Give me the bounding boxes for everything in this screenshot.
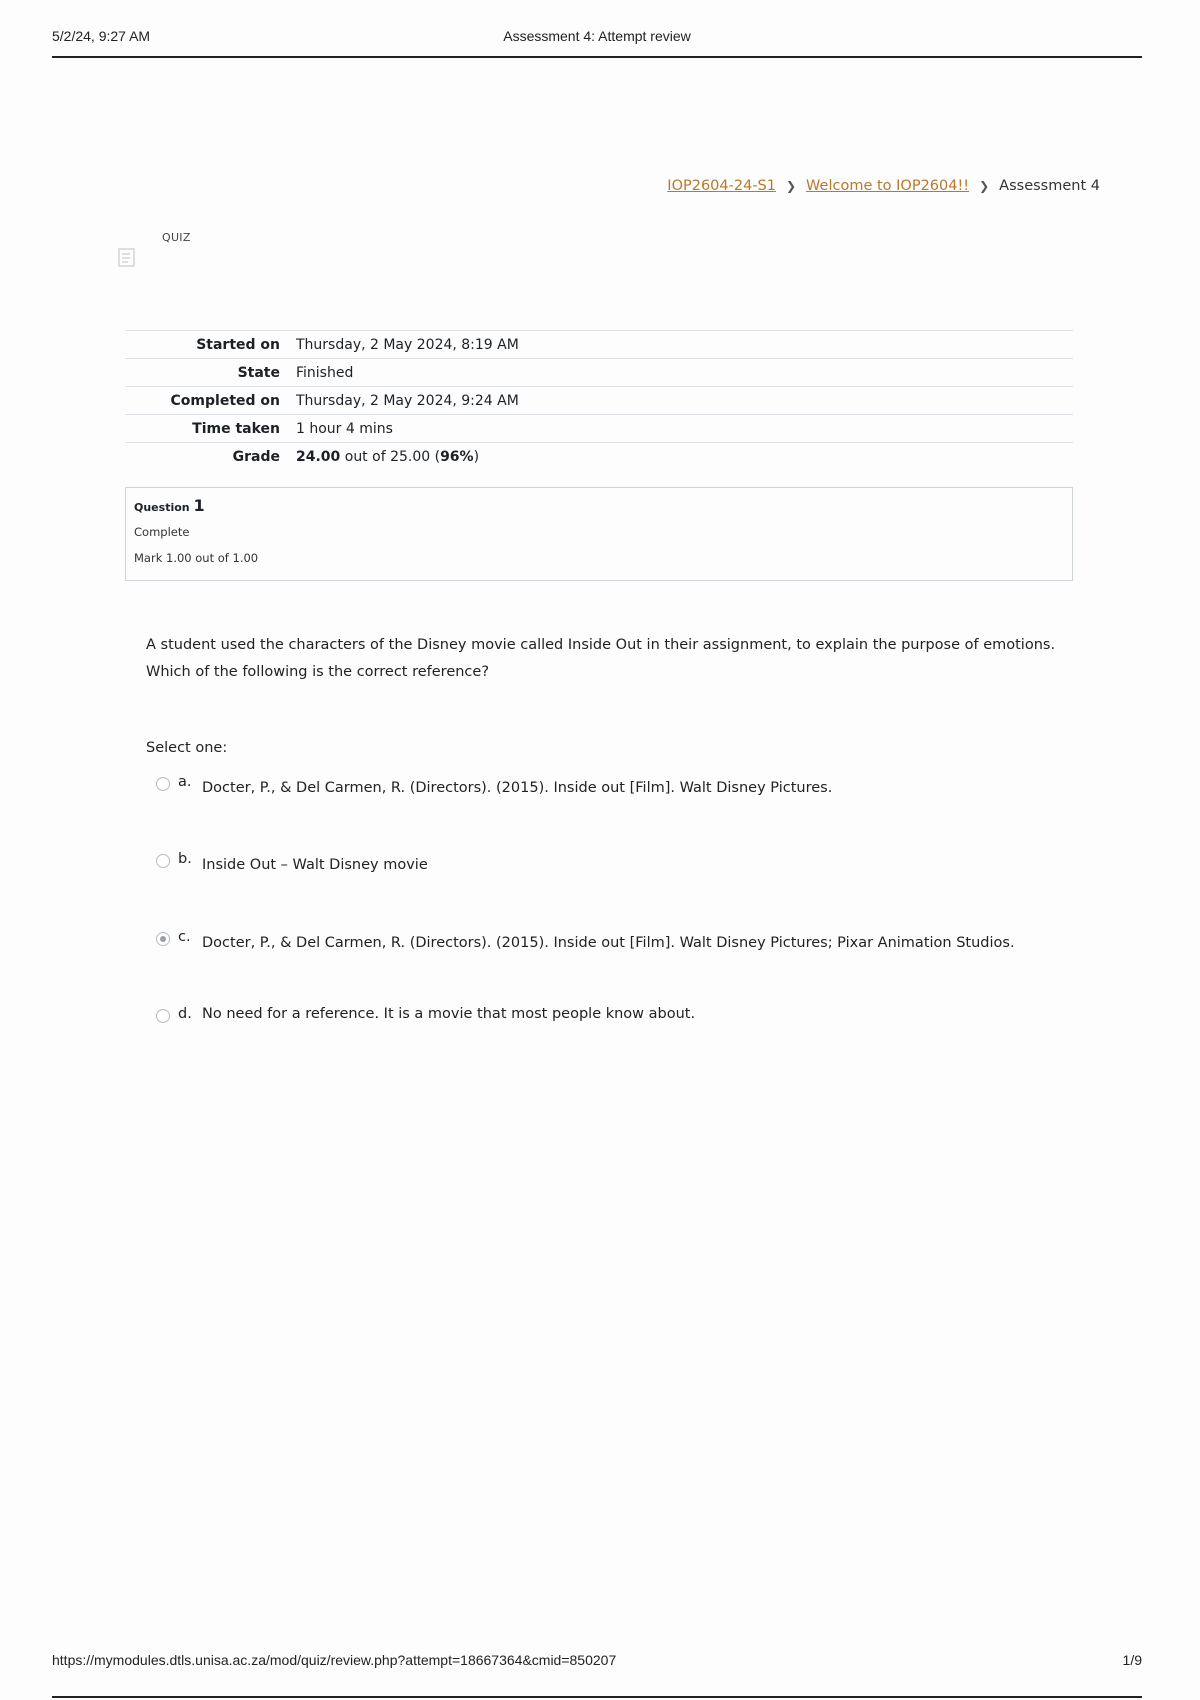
grade-value	[288, 443, 1073, 471]
answer-text: Docter, P., & Del Carmen, R. (Directors). (2015). Inside out [Film]. Walt Disney Pictures.	[202, 780, 833, 796]
answer-option-a[interactable]	[156, 774, 832, 796]
breadcrumb-link-course[interactable]: IOP2604-24-S1	[667, 178, 776, 194]
grade-out-of: out of 25.00 (	[340, 448, 441, 465]
started-label: Started on	[125, 331, 288, 359]
question-mark: Mark 1.00 out of 1.00	[134, 551, 259, 565]
answer-text: Docter, P., & Del Carmen, R. (Directors). (2015). Inside out [Film]. Walt Disney Pictures; Pixar Animation Studios.	[202, 935, 1015, 951]
radio-button[interactable]	[156, 777, 170, 791]
activity-type-label: QUIZ	[162, 231, 191, 244]
radio-button[interactable]	[156, 1009, 170, 1023]
answer-option-d[interactable]	[156, 1006, 695, 1023]
time-taken-value: 1 hour 4 mins	[288, 415, 1073, 443]
grade-percent: 96%	[440, 448, 474, 465]
summary-row-state	[125, 359, 1073, 387]
time-taken-label: Time taken	[125, 415, 288, 443]
grade-score: 24.00	[296, 448, 341, 465]
answer-text: No need for a reference. It is a movie that most people know about.	[202, 1006, 696, 1022]
print-page-title: Assessment 4: Attempt review	[503, 28, 691, 44]
answer-option-c[interactable]	[156, 929, 1015, 951]
state-label: State	[125, 359, 288, 387]
answer-letter: c.	[178, 929, 191, 945]
answer-letter: a.	[178, 774, 192, 790]
print-page-number: 1/9	[1122, 1652, 1142, 1668]
answer-option-b[interactable]	[156, 851, 428, 873]
chevron-right-icon: ❯	[785, 179, 797, 193]
quiz-icon	[118, 248, 138, 268]
grade-label: Grade	[125, 443, 288, 471]
print-header	[52, 28, 1142, 58]
print-url: https://mymodules.dtls.unisa.ac.za/mod/quiz/review.php?attempt=18667364&cmid=850207	[52, 1652, 617, 1668]
question-number-value: 1	[193, 496, 205, 515]
chevron-right-icon: ❯	[979, 179, 990, 193]
radio-button[interactable]	[156, 854, 170, 868]
radio-button-selected[interactable]	[156, 932, 170, 946]
question-text-line: Which of the following is the correct reference?	[146, 664, 490, 680]
state-value: Finished	[288, 359, 1073, 387]
completed-value: Thursday, 2 May 2024, 9:24 AM	[288, 387, 1073, 415]
breadcrumb-link-section[interactable]: Welcome to IOP2604!!	[806, 178, 970, 194]
answer-letter: b.	[178, 851, 192, 867]
question-text	[146, 632, 1066, 686]
question-state: Complete	[134, 525, 190, 539]
select-one-prompt: Select one:	[146, 740, 228, 756]
question-label: Question	[134, 501, 190, 514]
breadcrumb-current: Assessment 4	[999, 178, 1100, 194]
print-footer	[52, 1652, 1142, 1698]
question-info-box	[125, 487, 1073, 581]
summary-row-completed	[125, 387, 1073, 415]
grade-close: )	[473, 448, 480, 465]
completed-label: Completed on	[125, 387, 288, 415]
breadcrumb	[667, 178, 1100, 194]
answer-letter: d.	[178, 1006, 192, 1022]
summary-row-time	[125, 415, 1073, 443]
print-datetime: 5/2/24, 9:27 AM	[52, 28, 151, 44]
answer-text: Inside Out – Walt Disney movie	[202, 857, 428, 873]
started-value: Thursday, 2 May 2024, 8:19 AM	[288, 331, 1073, 359]
summary-row-grade	[125, 443, 1073, 471]
summary-row-started	[125, 331, 1073, 359]
question-number	[134, 496, 1064, 515]
attempt-summary-table	[125, 330, 1073, 471]
question-text-line: A student used the characters of the Disney movie called Inside Out in their assignment, to explain the purpose of emotions.	[146, 637, 1056, 653]
